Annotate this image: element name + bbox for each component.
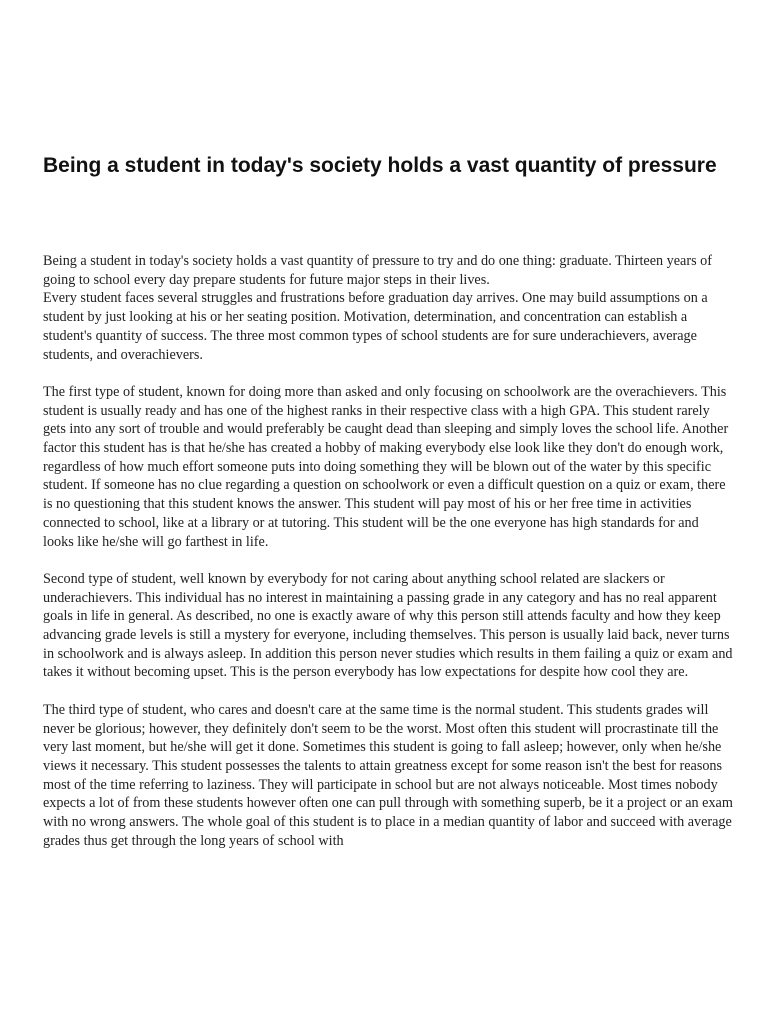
paragraph-line: The third type of student, who cares and doesn't care at the same time is the normal student. This students grades will never be glorious; however, they definitely don't seem to be the worst. Most often this student will procrastinate till the very last moment, but he/she will get it done. Sometimes this student is going to fall asleep; however, only when he/she views it necessary. This student possesses the talents to attain greatness except for some reason isn't the best for reasons most of the time referring to laziness. They will participate in school but are not always noticeable. Most times nobody expects a lot of from these students however often one can pull through with something superb, be it a project or an exam with no wrong answers. The whole goal of this student is to place in a median quantity of labor and succeed with average grades thus get through the long years of school with	[43, 701, 733, 849]
paragraph-line: Second type of student, well known by everybody for not caring about anything school related are slackers or underachievers. This individual has no interest in maintaining a passing grade in any category and has no real apparent goals in life in general. As described, no one is exactly aware of why this person still attends faculty and how they keep advancing grade levels is still a mystery for everyone, including themselves. This person is usually laid back, never turns in schoolwork and is always asleep. In addition this person never studies which results in them failing a quiz or exam and takes it without becoming upset. This is the person everybody has low expectations for despite how cool they are.	[43, 570, 733, 681]
paragraph-average-students	[43, 701, 733, 851]
document-title: Being a student in today's society holds a vast quantity of pressure	[43, 154, 717, 177]
document-body	[43, 252, 733, 869]
paragraph-underachievers	[43, 570, 733, 682]
paragraph-intro	[43, 252, 733, 364]
paragraph-line: Being a student in today's society holds a vast quantity of pressure to try and do one thing: graduate. Thirteen years of going to school every day prepare students for future major steps in their lives.	[43, 253, 712, 288]
paragraph-line: Every student faces several struggles and frustrations before graduation day arrives. One may build assumptions on a student by just looking at his or her seating position. Motivation, determination, and concentration can establish a student's quantity of success. The three most common types of school students are for sure underachievers, average students, and overachievers.	[43, 290, 708, 363]
paragraph-line: The first type of student, known for doing more than asked and only focusing on schoolwork are the overachievers. This student is usually ready and has one of the highest ranks in their respective class with a high GPA. This student rarely gets into any sort of trouble and would preferably be caught dead than sleeping and simply loves the school life. Another factor this student has is that he/she has created a hobby of making everybody else look like they don't do enough work, regardless of how much effort someone puts into doing something they will be blown out of the water by this specific student. If someone has no clue regarding a question on schoolwork or even a difficult question on a quiz or exam, there is no questioning that this student knows the answer. This student will pay most of his or her free time in activities connected to school, like at a library or at tutoring. This student will be the one everyone has high standards for and looks like he/she will go farthest in life.	[43, 383, 729, 550]
paragraph-overachievers	[43, 383, 733, 551]
